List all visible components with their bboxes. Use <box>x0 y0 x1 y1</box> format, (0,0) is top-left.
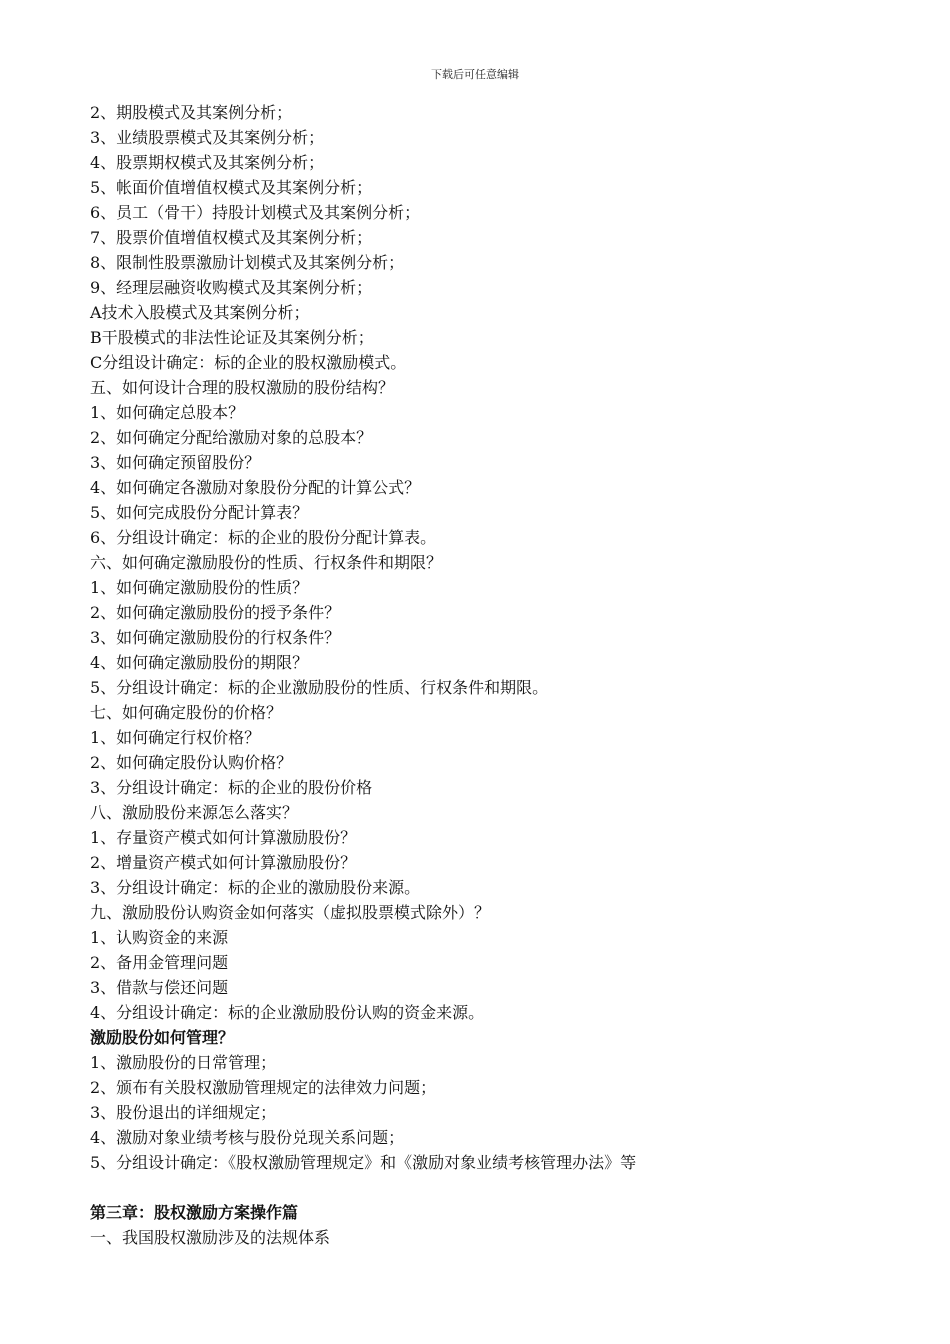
text-line: 6、分组设计确定：标的企业的股份分配计算表。 <box>90 528 437 547</box>
text-line: 1、认购资金的来源 <box>90 928 229 947</box>
text-line: 2、增量资产模式如何计算激励股份？ <box>90 853 357 872</box>
text-line: 4、股票期权模式及其案例分析； <box>90 153 325 172</box>
blank-line <box>90 1175 910 1200</box>
text-line: 1、如何确定行权价格？ <box>90 728 261 747</box>
text-line: 2、如何确定股份认购价格？ <box>90 753 293 772</box>
text-line: 5、分组设计确定：标的企业激励股份的性质、行权条件和期限。 <box>90 678 549 697</box>
text-line: 2、颁布有关股权激励管理规定的法律效力问题； <box>90 1078 437 1097</box>
text-line: 1、如何确定激励股份的性质？ <box>90 578 309 597</box>
text-line: C分组设计确定：标的企业的股权激励模式。 <box>90 353 407 372</box>
page-header: 下载后可任意编辑 <box>431 68 519 81</box>
text-line: 4、激励对象业绩考核与股份兑现关系问题； <box>90 1128 405 1147</box>
text-line: 七、如何确定股份的价格？ <box>90 703 283 722</box>
text-line: A技术入股模式及其案例分析； <box>90 303 310 322</box>
text-line: 5、如何完成股份分配计算表？ <box>90 503 309 522</box>
text-line: 1、存量资产模式如何计算激励股份？ <box>90 828 357 847</box>
section-heading: 激励股份如何管理？ <box>90 1028 235 1047</box>
text-line: 3、分组设计确定：标的企业的激励股份来源。 <box>90 878 421 897</box>
text-line: 3、如何确定激励股份的行权条件？ <box>90 628 341 647</box>
text-line: 7、股票价值增值权模式及其案例分析； <box>90 228 373 247</box>
text-line: 九、激励股份认购资金如何落实（虚拟股票模式除外）？ <box>90 903 491 922</box>
text-line: 五、如何设计合理的股权激励的股份结构？ <box>90 378 395 397</box>
text-line: B干股模式的非法性论证及其案例分析； <box>90 328 374 347</box>
text-line: 3、如何确定预留股份？ <box>90 453 261 472</box>
text-line: 5、帐面价值增值权模式及其案例分析； <box>90 178 373 197</box>
text-line: 1、如何确定总股本？ <box>90 403 245 422</box>
text-line: 3、业绩股票模式及其案例分析； <box>90 128 325 147</box>
text-line: 4、分组设计确定：标的企业激励股份认购的资金来源。 <box>90 1003 485 1022</box>
document-body <box>90 100 910 1250</box>
text-line: 3、股份退出的详细规定； <box>90 1103 277 1122</box>
text-line: 2、备用金管理问题 <box>90 953 229 972</box>
text-line: 3、借款与偿还问题 <box>90 978 229 997</box>
text-line: 2、期股模式及其案例分析； <box>90 103 293 122</box>
text-line: 2、如何确定激励股份的授予条件？ <box>90 603 341 622</box>
text-line: 9、经理层融资收购模式及其案例分析； <box>90 278 373 297</box>
text-line: 4、如何确定各激励对象股份分配的计算公式？ <box>90 478 421 497</box>
text-line: 2、如何确定分配给激励对象的总股本？ <box>90 428 373 447</box>
text-line: 八、激励股份来源怎么落实？ <box>90 803 299 822</box>
text-line: 5、分组设计确定：《股权激励管理规定》和《激励对象业绩考核管理办法》等 <box>90 1153 637 1172</box>
text-line: 六、如何确定激励股份的性质、行权条件和期限？ <box>90 553 443 572</box>
text-line: 4、如何确定激励股份的期限？ <box>90 653 309 672</box>
section-heading: 第三章：股权激励方案操作篇 <box>90 1203 299 1222</box>
text-line: 一、我国股权激励涉及的法规体系 <box>90 1228 331 1247</box>
text-line: 1、激励股份的日常管理； <box>90 1053 277 1072</box>
text-line: 3、分组设计确定：标的企业的股份价格 <box>90 778 373 797</box>
text-line: 6、员工（骨干）持股计划模式及其案例分析； <box>90 203 421 222</box>
text-line: 8、限制性股票激励计划模式及其案例分析； <box>90 253 405 272</box>
